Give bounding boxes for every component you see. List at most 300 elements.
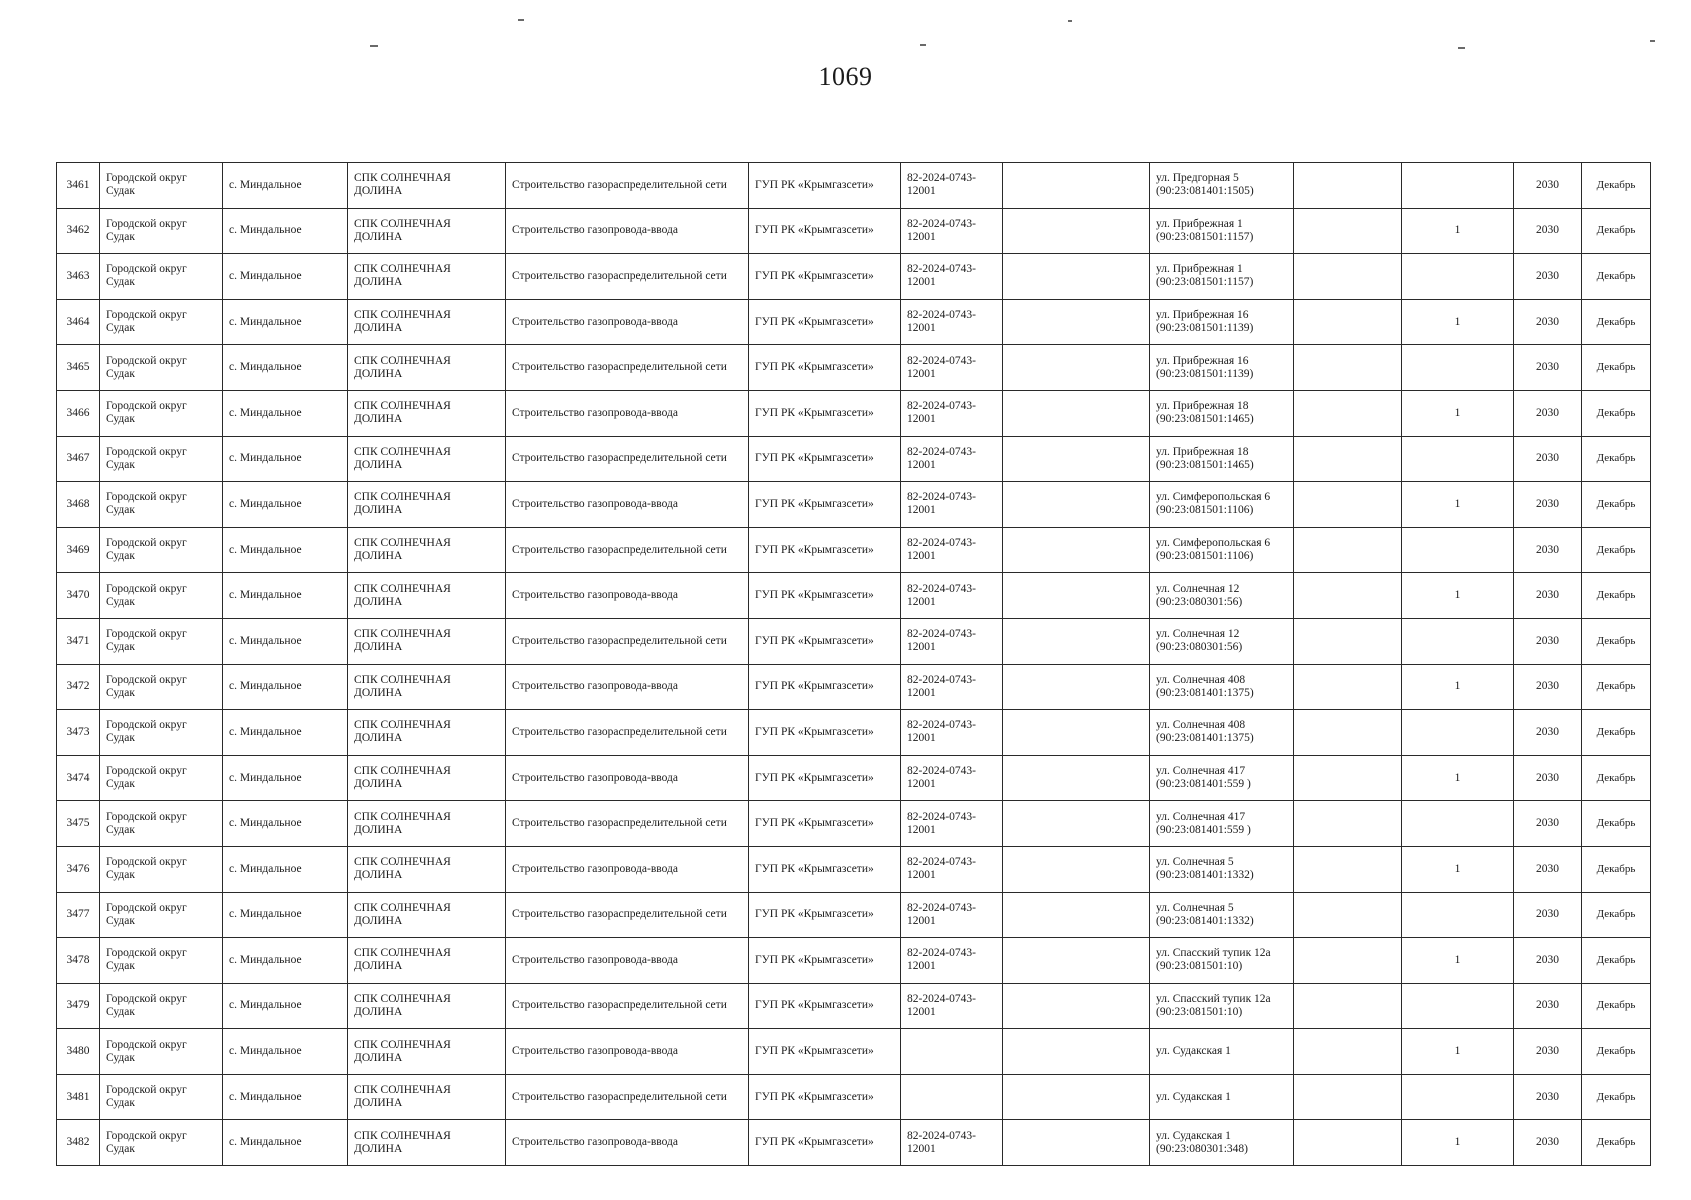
row-number: 3464 xyxy=(57,299,100,345)
blank-cell xyxy=(1294,710,1402,756)
row-number: 3481 xyxy=(57,1074,100,1120)
table-row xyxy=(57,254,1651,300)
count-cell: 1 xyxy=(1402,208,1514,254)
address-cell: ул. Солнечная 417 (90:23:081401:559 ) xyxy=(1150,801,1294,847)
row-number: 3482 xyxy=(57,1120,100,1166)
settlement-cell: с. Миндальное xyxy=(223,801,348,847)
settlement-cell: с. Миндальное xyxy=(223,254,348,300)
settlement-cell: с. Миндальное xyxy=(223,573,348,619)
year-cell: 2030 xyxy=(1514,755,1582,801)
table-row xyxy=(57,208,1651,254)
row-number: 3463 xyxy=(57,254,100,300)
year-cell: 2030 xyxy=(1514,938,1582,984)
address-cell: ул. Солнечная 5 (90:23:081401:1332) xyxy=(1150,846,1294,892)
operator-cell: ГУП РК «Крымгазсети» xyxy=(749,1029,901,1075)
address-cell: ул. Солнечная 408 (90:23:081401:1375) xyxy=(1150,664,1294,710)
address-cell: ул. Прибрежная 18 (90:23:081501:1465) xyxy=(1150,390,1294,436)
blank-cell xyxy=(1294,755,1402,801)
settlement-cell: с. Миндальное xyxy=(223,1074,348,1120)
extra-cell xyxy=(1003,345,1150,391)
month-cell: Декабрь xyxy=(1582,618,1651,664)
table-row xyxy=(57,938,1651,984)
operator-cell: ГУП РК «Крымгазсети» xyxy=(749,983,901,1029)
row-number: 3467 xyxy=(57,436,100,482)
extra-cell xyxy=(1003,254,1150,300)
table-row xyxy=(57,1120,1651,1166)
blank-cell xyxy=(1294,801,1402,847)
count-cell xyxy=(1402,345,1514,391)
table-row xyxy=(57,846,1651,892)
operator-cell: ГУП РК «Крымгазсети» xyxy=(749,1120,901,1166)
year-cell: 2030 xyxy=(1514,436,1582,482)
settlement-cell: с. Миндальное xyxy=(223,664,348,710)
row-number: 3471 xyxy=(57,618,100,664)
table-row xyxy=(57,436,1651,482)
work-type-cell: Строительство газопровода-ввода xyxy=(506,664,749,710)
settlement-cell: с. Миндальное xyxy=(223,618,348,664)
work-type-cell: Строительство газораспределительной сети xyxy=(506,436,749,482)
operator-cell: ГУП РК «Крымгазсети» xyxy=(749,892,901,938)
district-cell: Городской округ Судак xyxy=(100,618,223,664)
registry-code-cell: 82-2024-0743-12001 xyxy=(901,892,1003,938)
operator-cell: ГУП РК «Крымгазсети» xyxy=(749,527,901,573)
month-cell: Декабрь xyxy=(1582,938,1651,984)
applicant-cell: СПК СОЛНЕЧНАЯ ДОЛИНА xyxy=(348,527,506,573)
work-type-cell: Строительство газопровода-ввода xyxy=(506,1029,749,1075)
extra-cell xyxy=(1003,163,1150,209)
blank-cell xyxy=(1294,299,1402,345)
year-cell: 2030 xyxy=(1514,618,1582,664)
row-number: 3461 xyxy=(57,163,100,209)
month-cell: Декабрь xyxy=(1582,436,1651,482)
applicant-cell: СПК СОЛНЕЧНАЯ ДОЛИНА xyxy=(348,801,506,847)
registry-code-cell: 82-2024-0743-12001 xyxy=(901,254,1003,300)
table-row xyxy=(57,390,1651,436)
address-cell: ул. Судакская 1 (90:23:080301:348) xyxy=(1150,1120,1294,1166)
work-type-cell: Строительство газораспределительной сети xyxy=(506,618,749,664)
registry-code-cell: 82-2024-0743-12001 xyxy=(901,390,1003,436)
applicant-cell: СПК СОЛНЕЧНАЯ ДОЛИНА xyxy=(348,938,506,984)
registry-code-cell: 82-2024-0743-12001 xyxy=(901,345,1003,391)
month-cell: Декабрь xyxy=(1582,1074,1651,1120)
registry-code-cell: 82-2024-0743-12001 xyxy=(901,710,1003,756)
count-cell: 1 xyxy=(1402,1120,1514,1166)
extra-cell xyxy=(1003,527,1150,573)
address-cell: ул. Прибрежная 16 (90:23:081501:1139) xyxy=(1150,299,1294,345)
table-row xyxy=(57,299,1651,345)
work-type-cell: Строительство газораспределительной сети xyxy=(506,163,749,209)
table-row xyxy=(57,163,1651,209)
year-cell: 2030 xyxy=(1514,208,1582,254)
applicant-cell: СПК СОЛНЕЧНАЯ ДОЛИНА xyxy=(348,1074,506,1120)
extra-cell xyxy=(1003,846,1150,892)
operator-cell: ГУП РК «Крымгазсети» xyxy=(749,254,901,300)
year-cell: 2030 xyxy=(1514,573,1582,619)
registry-code-cell: 82-2024-0743-12001 xyxy=(901,618,1003,664)
address-cell: ул. Симферопольская 6 (90:23:081501:1106) xyxy=(1150,482,1294,528)
extra-cell xyxy=(1003,1120,1150,1166)
extra-cell xyxy=(1003,390,1150,436)
district-cell: Городской округ Судак xyxy=(100,664,223,710)
blank-cell xyxy=(1294,664,1402,710)
year-cell: 2030 xyxy=(1514,254,1582,300)
year-cell: 2030 xyxy=(1514,892,1582,938)
row-number: 3473 xyxy=(57,710,100,756)
count-cell: 1 xyxy=(1402,299,1514,345)
extra-cell xyxy=(1003,710,1150,756)
applicant-cell: СПК СОЛНЕЧНАЯ ДОЛИНА xyxy=(348,573,506,619)
month-cell: Декабрь xyxy=(1582,208,1651,254)
applicant-cell: СПК СОЛНЕЧНАЯ ДОЛИНА xyxy=(348,163,506,209)
settlement-cell: с. Миндальное xyxy=(223,1120,348,1166)
year-cell: 2030 xyxy=(1514,482,1582,528)
count-cell xyxy=(1402,710,1514,756)
year-cell: 2030 xyxy=(1514,299,1582,345)
year-cell: 2030 xyxy=(1514,846,1582,892)
district-cell: Городской округ Судак xyxy=(100,846,223,892)
row-number: 3472 xyxy=(57,664,100,710)
applicant-cell: СПК СОЛНЕЧНАЯ ДОЛИНА xyxy=(348,390,506,436)
table-row xyxy=(57,801,1651,847)
year-cell: 2030 xyxy=(1514,527,1582,573)
blank-cell xyxy=(1294,573,1402,619)
count-cell: 1 xyxy=(1402,1029,1514,1075)
blank-cell xyxy=(1294,208,1402,254)
page-number: 1069 xyxy=(818,62,873,91)
extra-cell xyxy=(1003,938,1150,984)
work-type-cell: Строительство газораспределительной сети xyxy=(506,983,749,1029)
work-type-cell: Строительство газопровода-ввода xyxy=(506,390,749,436)
row-number: 3478 xyxy=(57,938,100,984)
row-number: 3466 xyxy=(57,390,100,436)
blank-cell xyxy=(1294,436,1402,482)
settlement-cell: с. Миндальное xyxy=(223,710,348,756)
year-cell: 2030 xyxy=(1514,983,1582,1029)
scan-speck xyxy=(1068,20,1072,22)
operator-cell: ГУП РК «Крымгазсети» xyxy=(749,299,901,345)
table-row xyxy=(57,345,1651,391)
table-row xyxy=(57,755,1651,801)
extra-cell xyxy=(1003,755,1150,801)
applicant-cell: СПК СОЛНЕЧНАЯ ДОЛИНА xyxy=(348,1120,506,1166)
registry-code-cell: 82-2024-0743-12001 xyxy=(901,527,1003,573)
year-cell: 2030 xyxy=(1514,390,1582,436)
month-cell: Декабрь xyxy=(1582,390,1651,436)
month-cell: Декабрь xyxy=(1582,345,1651,391)
operator-cell: ГУП РК «Крымгазсети» xyxy=(749,482,901,528)
month-cell: Декабрь xyxy=(1582,664,1651,710)
work-type-cell: Строительство газопровода-ввода xyxy=(506,482,749,528)
blank-cell xyxy=(1294,938,1402,984)
registry-code-cell xyxy=(901,1074,1003,1120)
month-cell: Декабрь xyxy=(1582,299,1651,345)
month-cell: Декабрь xyxy=(1582,801,1651,847)
blank-cell xyxy=(1294,1120,1402,1166)
scan-speck xyxy=(518,19,524,21)
district-cell: Городской округ Судак xyxy=(100,436,223,482)
year-cell: 2030 xyxy=(1514,664,1582,710)
blank-cell xyxy=(1294,618,1402,664)
count-cell: 1 xyxy=(1402,755,1514,801)
row-number: 3474 xyxy=(57,755,100,801)
extra-cell xyxy=(1003,573,1150,619)
district-cell: Городской округ Судак xyxy=(100,1120,223,1166)
district-cell: Городской округ Судак xyxy=(100,755,223,801)
month-cell: Декабрь xyxy=(1582,254,1651,300)
operator-cell: ГУП РК «Крымгазсети» xyxy=(749,1074,901,1120)
row-number: 3468 xyxy=(57,482,100,528)
month-cell: Декабрь xyxy=(1582,846,1651,892)
table-row xyxy=(57,1029,1651,1075)
registry-code-cell: 82-2024-0743-12001 xyxy=(901,1120,1003,1166)
count-cell xyxy=(1402,983,1514,1029)
operator-cell: ГУП РК «Крымгазсети» xyxy=(749,390,901,436)
blank-cell xyxy=(1294,846,1402,892)
month-cell: Декабрь xyxy=(1582,710,1651,756)
year-cell: 2030 xyxy=(1514,1029,1582,1075)
registry-code-cell xyxy=(901,1029,1003,1075)
applicant-cell: СПК СОЛНЕЧНАЯ ДОЛИНА xyxy=(348,710,506,756)
applicant-cell: СПК СОЛНЕЧНАЯ ДОЛИНА xyxy=(348,299,506,345)
count-cell: 1 xyxy=(1402,482,1514,528)
blank-cell xyxy=(1294,1029,1402,1075)
month-cell: Декабрь xyxy=(1582,573,1651,619)
table-row xyxy=(57,664,1651,710)
applicant-cell: СПК СОЛНЕЧНАЯ ДОЛИНА xyxy=(348,846,506,892)
month-cell: Декабрь xyxy=(1582,755,1651,801)
scan-speck xyxy=(370,45,378,47)
work-type-cell: Строительство газопровода-ввода xyxy=(506,1120,749,1166)
count-cell xyxy=(1402,801,1514,847)
table-row xyxy=(57,573,1651,619)
applicant-cell: СПК СОЛНЕЧНАЯ ДОЛИНА xyxy=(348,254,506,300)
work-type-cell: Строительство газораспределительной сети xyxy=(506,254,749,300)
applicant-cell: СПК СОЛНЕЧНАЯ ДОЛИНА xyxy=(348,1029,506,1075)
month-cell: Декабрь xyxy=(1582,983,1651,1029)
blank-cell xyxy=(1294,983,1402,1029)
extra-cell xyxy=(1003,892,1150,938)
month-cell: Декабрь xyxy=(1582,1120,1651,1166)
count-cell xyxy=(1402,436,1514,482)
count-cell: 1 xyxy=(1402,390,1514,436)
work-type-cell: Строительство газопровода-ввода xyxy=(506,846,749,892)
row-number: 3462 xyxy=(57,208,100,254)
table-row xyxy=(57,710,1651,756)
count-cell: 1 xyxy=(1402,846,1514,892)
operator-cell: ГУП РК «Крымгазсети» xyxy=(749,755,901,801)
settlement-cell: с. Миндальное xyxy=(223,163,348,209)
district-cell: Городской округ Судак xyxy=(100,208,223,254)
data-table xyxy=(56,162,1651,1166)
count-cell xyxy=(1402,892,1514,938)
operator-cell: ГУП РК «Крымгазсети» xyxy=(749,618,901,664)
work-type-cell: Строительство газопровода-ввода xyxy=(506,299,749,345)
scan-speck xyxy=(1650,40,1655,42)
address-cell: ул. Солнечная 408 (90:23:081401:1375) xyxy=(1150,710,1294,756)
district-cell: Городской округ Судак xyxy=(100,892,223,938)
table-row xyxy=(57,892,1651,938)
month-cell: Декабрь xyxy=(1582,527,1651,573)
registry-code-cell: 82-2024-0743-12001 xyxy=(901,299,1003,345)
count-cell: 1 xyxy=(1402,573,1514,619)
month-cell: Декабрь xyxy=(1582,1029,1651,1075)
year-cell: 2030 xyxy=(1514,345,1582,391)
count-cell: 1 xyxy=(1402,664,1514,710)
address-cell: ул. Судакская 1 xyxy=(1150,1029,1294,1075)
blank-cell xyxy=(1294,527,1402,573)
work-type-cell: Строительство газопровода-ввода xyxy=(506,755,749,801)
table-row xyxy=(57,482,1651,528)
settlement-cell: с. Миндальное xyxy=(223,482,348,528)
operator-cell: ГУП РК «Крымгазсети» xyxy=(749,345,901,391)
address-cell: ул. Солнечная 12 (90:23:080301:56) xyxy=(1150,573,1294,619)
row-number: 3465 xyxy=(57,345,100,391)
row-number: 3476 xyxy=(57,846,100,892)
registry-code-cell: 82-2024-0743-12001 xyxy=(901,801,1003,847)
district-cell: Городской округ Судак xyxy=(100,1074,223,1120)
year-cell: 2030 xyxy=(1514,1120,1582,1166)
address-cell: ул. Прибрежная 1 (90:23:081501:1157) xyxy=(1150,208,1294,254)
work-type-cell: Строительство газораспределительной сети xyxy=(506,892,749,938)
registry-code-cell: 82-2024-0743-12001 xyxy=(901,208,1003,254)
applicant-cell: СПК СОЛНЕЧНАЯ ДОЛИНА xyxy=(348,482,506,528)
address-cell: ул. Спасский тупик 12а (90:23:081501:10) xyxy=(1150,938,1294,984)
extra-cell xyxy=(1003,208,1150,254)
count-cell: 1 xyxy=(1402,938,1514,984)
address-cell: ул. Симферопольская 6 (90:23:081501:1106) xyxy=(1150,527,1294,573)
registry-code-cell: 82-2024-0743-12001 xyxy=(901,573,1003,619)
extra-cell xyxy=(1003,299,1150,345)
settlement-cell: с. Миндальное xyxy=(223,208,348,254)
count-cell xyxy=(1402,1074,1514,1120)
applicant-cell: СПК СОЛНЕЧНАЯ ДОЛИНА xyxy=(348,345,506,391)
district-cell: Городской округ Судак xyxy=(100,390,223,436)
address-cell: ул. Судакская 1 xyxy=(1150,1074,1294,1120)
district-cell: Городской округ Судак xyxy=(100,1029,223,1075)
settlement-cell: с. Миндальное xyxy=(223,755,348,801)
settlement-cell: с. Миндальное xyxy=(223,938,348,984)
operator-cell: ГУП РК «Крымгазсети» xyxy=(749,664,901,710)
work-type-cell: Строительство газопровода-ввода xyxy=(506,208,749,254)
year-cell: 2030 xyxy=(1514,163,1582,209)
district-cell: Городской округ Судак xyxy=(100,710,223,756)
registry-code-cell: 82-2024-0743-12001 xyxy=(901,755,1003,801)
blank-cell xyxy=(1294,892,1402,938)
count-cell xyxy=(1402,163,1514,209)
address-cell: ул. Прибрежная 1 (90:23:081501:1157) xyxy=(1150,254,1294,300)
extra-cell xyxy=(1003,482,1150,528)
blank-cell xyxy=(1294,254,1402,300)
operator-cell: ГУП РК «Крымгазсети» xyxy=(749,573,901,619)
row-number: 3477 xyxy=(57,892,100,938)
registry-code-cell: 82-2024-0743-12001 xyxy=(901,938,1003,984)
address-cell: ул. Прибрежная 16 (90:23:081501:1139) xyxy=(1150,345,1294,391)
applicant-cell: СПК СОЛНЕЧНАЯ ДОЛИНА xyxy=(348,436,506,482)
district-cell: Городской округ Судак xyxy=(100,482,223,528)
district-cell: Городской округ Судак xyxy=(100,299,223,345)
extra-cell xyxy=(1003,618,1150,664)
district-cell: Городской округ Судак xyxy=(100,345,223,391)
scan-speck xyxy=(1458,47,1465,49)
settlement-cell: с. Миндальное xyxy=(223,983,348,1029)
year-cell: 2030 xyxy=(1514,1074,1582,1120)
row-number: 3479 xyxy=(57,983,100,1029)
address-cell: ул. Прибрежная 18 (90:23:081501:1465) xyxy=(1150,436,1294,482)
address-cell: ул. Спасский тупик 12а (90:23:081501:10) xyxy=(1150,983,1294,1029)
row-number: 3475 xyxy=(57,801,100,847)
district-cell: Городской округ Судак xyxy=(100,254,223,300)
district-cell: Городской округ Судак xyxy=(100,938,223,984)
settlement-cell: с. Миндальное xyxy=(223,299,348,345)
table-row xyxy=(57,1074,1651,1120)
registry-code-cell: 82-2024-0743-12001 xyxy=(901,846,1003,892)
registry-code-cell: 82-2024-0743-12001 xyxy=(901,664,1003,710)
row-number: 3480 xyxy=(57,1029,100,1075)
row-number: 3470 xyxy=(57,573,100,619)
month-cell: Декабрь xyxy=(1582,482,1651,528)
extra-cell xyxy=(1003,1074,1150,1120)
month-cell: Декабрь xyxy=(1582,892,1651,938)
table-row xyxy=(57,527,1651,573)
work-type-cell: Строительство газораспределительной сети xyxy=(506,527,749,573)
applicant-cell: СПК СОЛНЕЧНАЯ ДОЛИНА xyxy=(348,664,506,710)
work-type-cell: Строительство газопровода-ввода xyxy=(506,573,749,619)
row-number: 3469 xyxy=(57,527,100,573)
operator-cell: ГУП РК «Крымгазсети» xyxy=(749,436,901,482)
registry-code-cell: 82-2024-0743-12001 xyxy=(901,163,1003,209)
applicant-cell: СПК СОЛНЕЧНАЯ ДОЛИНА xyxy=(348,618,506,664)
work-type-cell: Строительство газораспределительной сети xyxy=(506,1074,749,1120)
extra-cell xyxy=(1003,983,1150,1029)
table-row xyxy=(57,618,1651,664)
district-cell: Городской округ Судак xyxy=(100,983,223,1029)
district-cell: Городской округ Судак xyxy=(100,573,223,619)
table-row xyxy=(57,983,1651,1029)
extra-cell xyxy=(1003,436,1150,482)
operator-cell: ГУП РК «Крымгазсети» xyxy=(749,938,901,984)
settlement-cell: с. Миндальное xyxy=(223,1029,348,1075)
registry-code-cell: 82-2024-0743-12001 xyxy=(901,482,1003,528)
count-cell xyxy=(1402,527,1514,573)
operator-cell: ГУП РК «Крымгазсети» xyxy=(749,710,901,756)
operator-cell: ГУП РК «Крымгазсети» xyxy=(749,163,901,209)
count-cell xyxy=(1402,254,1514,300)
settlement-cell: с. Миндальное xyxy=(223,436,348,482)
settlement-cell: с. Миндальное xyxy=(223,846,348,892)
address-cell: ул. Солнечная 417 (90:23:081401:559 ) xyxy=(1150,755,1294,801)
operator-cell: ГУП РК «Крымгазсети» xyxy=(749,846,901,892)
address-cell: ул. Солнечная 12 (90:23:080301:56) xyxy=(1150,618,1294,664)
work-type-cell: Строительство газораспределительной сети xyxy=(506,345,749,391)
year-cell: 2030 xyxy=(1514,801,1582,847)
extra-cell xyxy=(1003,1029,1150,1075)
work-type-cell: Строительство газораспределительной сети xyxy=(506,801,749,847)
year-cell: 2030 xyxy=(1514,710,1582,756)
address-cell: ул. Солнечная 5 (90:23:081401:1332) xyxy=(1150,892,1294,938)
scan-speck xyxy=(920,44,926,46)
blank-cell xyxy=(1294,163,1402,209)
district-cell: Городской округ Судак xyxy=(100,527,223,573)
district-cell: Городской округ Судак xyxy=(100,163,223,209)
applicant-cell: СПК СОЛНЕЧНАЯ ДОЛИНА xyxy=(348,755,506,801)
blank-cell xyxy=(1294,482,1402,528)
registry-code-cell: 82-2024-0743-12001 xyxy=(901,983,1003,1029)
registry-code-cell: 82-2024-0743-12001 xyxy=(901,436,1003,482)
address-cell: ул. Предгорная 5 (90:23:081401:1505) xyxy=(1150,163,1294,209)
extra-cell xyxy=(1003,801,1150,847)
blank-cell xyxy=(1294,1074,1402,1120)
work-type-cell: Строительство газораспределительной сети xyxy=(506,710,749,756)
